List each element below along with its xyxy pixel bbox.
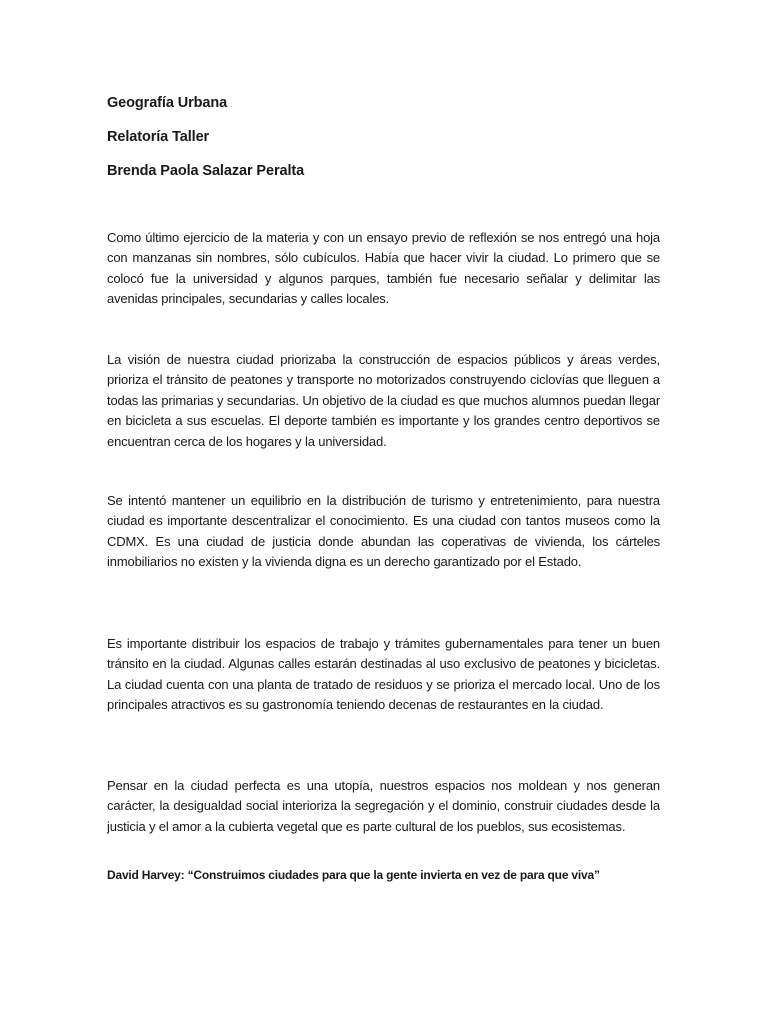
paragraph-2: La visión de nuestra ciudad priorizaba la construcción de espacios públicos y áreas verdes, prioriza el tránsito de peatones y transporte no motorizados construyendo ciclovías que lleguen a todas las primarias y secundarias. Un objetivo de la ciudad es que muchos alumnos puedan llegar en bicicleta a sus escuelas. El deporte también es importante y los grandes centro deportivos se encuentran cerca de los hogares y la universidad. — [107, 352, 660, 449]
paragraph-3: Se intentó mantener un equilibrio en la distribución de turismo y entretenimiento, para nuestra ciudad es importante descentralizar el conocimiento. Es una ciudad con tantos museos como la CDMX. Es una ciudad de justicia donde abundan las coperativas de vivienda, los cárteles inmobiliarios no existen y la vivienda digna es un derecho garantizado por el Estado. — [107, 493, 660, 570]
document-type-title: Relatoría Taller — [107, 129, 210, 145]
paragraph-1: Como último ejercicio de la materia y con un ensayo previo de reflexión se nos entregó una hoja con manzanas sin nombres, sólo cubículos. Había que hacer vivir la ciudad. Lo primero que se colocó fue la universidad y algunos parques, también fue necesario señalar y delimitar las avenidas principales, secundarias y calles locales. — [107, 230, 660, 307]
closing-quote: David Harvey: “Construimos ciudades para que la gente invierta en vez de para que viva” — [107, 868, 600, 882]
paragraph-5: Pensar en la ciudad perfecta es una utopía, nuestros espacios nos moldean y nos generan carácter, la desigualdad social interioriza la segregación y el dominio, construir ciudades desde la justicia y el amor a la cubierta vegetal que es parte cultural de los pueblos, sus ecosistemas. — [107, 778, 660, 834]
course-title: Geografía Urbana — [107, 95, 228, 111]
author-name: Brenda Paola Salazar Peralta — [107, 163, 305, 179]
paragraph-4: Es importante distribuir los espacios de trabajo y trámites gubernamentales para tener un buen tránsito en la ciudad. Algunas calles estarán destinadas al uso exclusivo de peatones y bicicletas. La ciudad cuenta con una planta de tratado de residuos y se prioriza el mercado local. Uno de los principales atractivos es su gastronomía teniendo decenas de restaurantes en la ciudad. — [107, 636, 660, 713]
